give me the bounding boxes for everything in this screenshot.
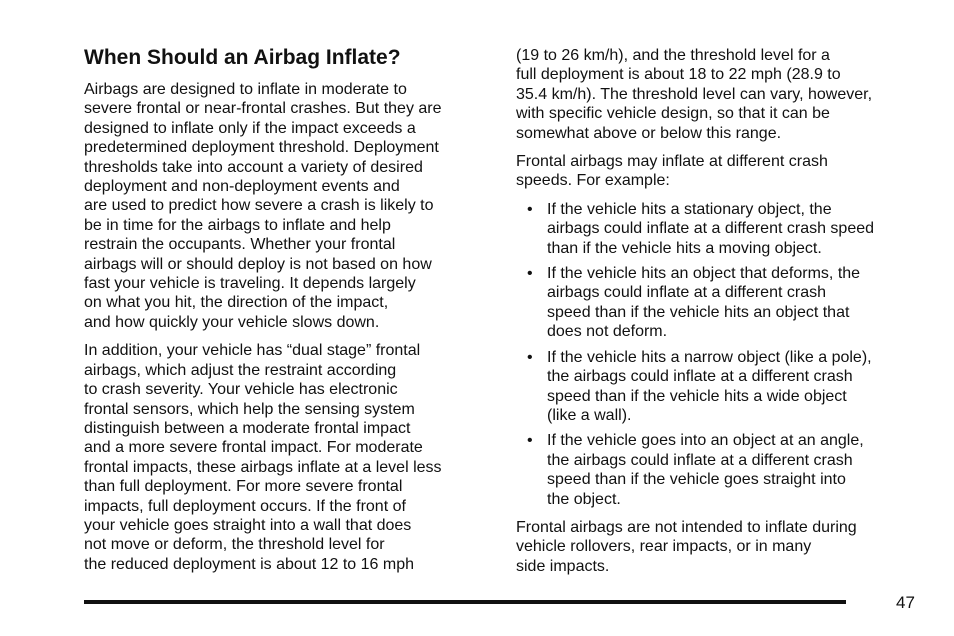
section-heading: When Should an Airbag Inflate? bbox=[84, 46, 401, 69]
text-line: If the vehicle goes into an object at an angle, bbox=[547, 432, 864, 450]
text-line: somewhat above or below this range. bbox=[516, 124, 782, 142]
bullet-item bbox=[516, 264, 924, 342]
text-line: than if the vehicle hits a moving object. bbox=[547, 239, 822, 257]
text-line: severe frontal or near-frontal crashes. But they are bbox=[84, 100, 442, 118]
text-line: vehicle rollovers, rear impacts, or in many bbox=[516, 538, 812, 556]
footer-divider bbox=[84, 600, 846, 604]
text-line: the airbags could inflate at a different crash bbox=[547, 368, 853, 386]
text-line: If the vehicle hits an object that deforms, the bbox=[547, 265, 861, 283]
text-line: speed than if the vehicle hits a wide object bbox=[547, 387, 847, 405]
text-line: airbags could inflate at a different crash speed bbox=[547, 220, 875, 238]
paragraph-crash-speeds bbox=[516, 152, 924, 191]
text-line: the object. bbox=[547, 490, 621, 508]
text-line: fast your vehicle is traveling. It depends largely bbox=[84, 275, 416, 293]
text-line: restrain the occupants. Whether your frontal bbox=[84, 236, 396, 254]
text-line: airbags, which adjust the restraint according bbox=[84, 361, 397, 379]
bullet-item bbox=[516, 431, 924, 509]
text-line: to crash severity. Your vehicle has electronic bbox=[84, 381, 398, 399]
text-line: with specific vehicle design, so that it can be bbox=[516, 105, 830, 123]
text-line: In addition, your vehicle has “dual stage” frontal bbox=[84, 342, 421, 360]
text-line: Frontal airbags may inflate at different crash bbox=[516, 153, 828, 171]
bullet-item bbox=[516, 348, 924, 426]
left-column bbox=[84, 44, 492, 583]
text-line: frontal sensors, which help the sensing system bbox=[84, 400, 415, 418]
bullet-icon: • bbox=[527, 432, 533, 450]
text-line: deployment and non-deployment events and bbox=[84, 178, 400, 196]
text-line: (19 to 26 km/h), and the threshold level for a bbox=[516, 47, 830, 64]
text-line: than full deployment. For more severe frontal bbox=[84, 478, 403, 496]
text-line: Airbags are designed to inflate in moderate to bbox=[84, 81, 407, 98]
bullet-icon: • bbox=[527, 265, 533, 283]
text-line: does not deform. bbox=[547, 323, 668, 341]
text-line: thresholds take into account a variety of desired bbox=[84, 158, 423, 176]
text-line: speed than if the vehicle goes straight into bbox=[547, 471, 846, 489]
text-line: on what you hit, the direction of the impact, bbox=[84, 294, 389, 312]
paragraph-threshold bbox=[516, 46, 924, 143]
page-number: 47 bbox=[896, 593, 915, 612]
paragraph-dual-stage bbox=[84, 341, 492, 574]
bullet-icon: • bbox=[527, 348, 533, 366]
text-line: the airbags could inflate at a different crash bbox=[547, 451, 853, 469]
text-line: predetermined deployment threshold. Deployment bbox=[84, 139, 439, 157]
text-line: impacts, full deployment occurs. If the front of bbox=[84, 497, 406, 515]
text-line: side impacts. bbox=[516, 557, 610, 575]
text-line: the reduced deployment is about 12 to 16 mph bbox=[84, 555, 414, 573]
text-line: airbags will or should deploy is not based on how bbox=[84, 255, 432, 273]
example-bullet-list bbox=[516, 200, 924, 509]
text-line: Frontal airbags are not intended to inflate during bbox=[516, 518, 857, 536]
text-line: full deployment is about 18 to 22 mph (28.9 to bbox=[516, 66, 841, 84]
text-line: your vehicle goes straight into a wall that does bbox=[84, 516, 412, 534]
text-line: If the vehicle hits a stationary object, the bbox=[547, 200, 832, 218]
text-line: 35.4 km/h). The threshold level can vary, however, bbox=[516, 85, 873, 103]
paragraph-airbag-design bbox=[84, 80, 492, 332]
text-line: speeds. For example: bbox=[516, 172, 670, 190]
text-line: distinguish between a moderate frontal impact bbox=[84, 419, 411, 437]
text-line: are used to predict how severe a crash is likely to bbox=[84, 197, 434, 215]
right-column bbox=[516, 46, 924, 585]
text-line: airbags could inflate at a different crash bbox=[547, 284, 826, 302]
text-line: and a more severe frontal impact. For moderate bbox=[84, 439, 423, 457]
text-line: designed to inflate only if the impact exceeds a bbox=[84, 119, 416, 137]
text-line: not move or deform, the threshold level for bbox=[84, 536, 385, 554]
text-line: speed than if the vehicle hits an object that bbox=[547, 303, 850, 321]
text-line: be in time for the airbags to inflate and help bbox=[84, 216, 391, 234]
text-line: and how quickly your vehicle slows down. bbox=[84, 313, 380, 331]
text-line: (like a wall). bbox=[547, 406, 632, 424]
bullet-icon: • bbox=[527, 200, 533, 218]
text-line: If the vehicle hits a narrow object (like a pole), bbox=[547, 348, 872, 366]
paragraph-not-intended bbox=[516, 518, 924, 576]
bullet-item bbox=[516, 200, 924, 258]
text-line: frontal impacts, these airbags inflate at a level less bbox=[84, 458, 442, 476]
